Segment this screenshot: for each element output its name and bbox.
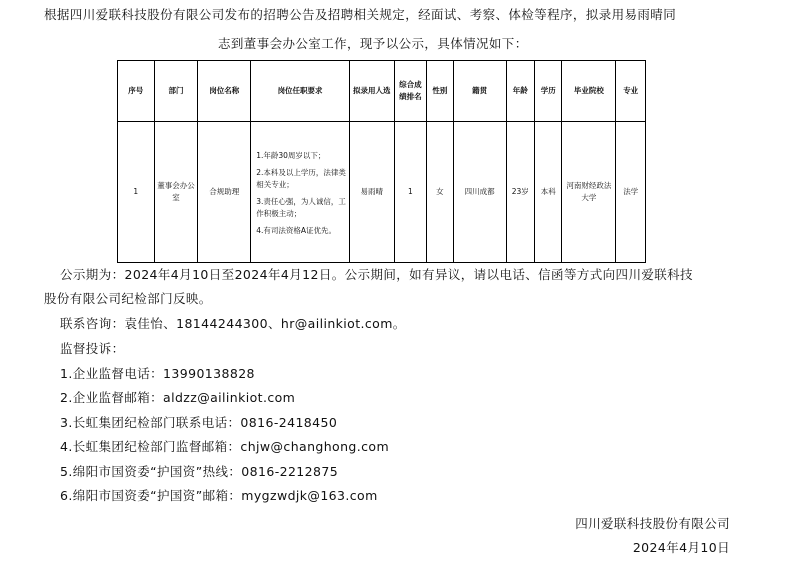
duty-item: 3.责任心强，为人诚信，工作积极主动； (256, 197, 346, 218)
supervision-item: 5.绵阳市国资委“护国资”热线：0816-2212875 (60, 464, 339, 479)
intro-line-1: 根据四川爱联科技股份有限公司发布的招聘公告及招聘相关规定，经面试、考察、体检等程序，拟录用易雨晴同 (44, 7, 677, 22)
header-candidate: 拟录用人选 (349, 61, 394, 122)
supervision-item: 1.企业监督电话：13990138828 (60, 366, 255, 381)
header-rank: 综合成绩排名 (394, 61, 427, 122)
signature-company: 四川爱联科技股份有限公司 (575, 516, 730, 531)
cell-education: 本科 (535, 122, 562, 263)
supervision-item: 6.绵阳市国资委“护国资”邮箱：mygzwdjk@163.com (60, 488, 378, 503)
cell-index: 1 (118, 122, 155, 263)
cell-position: 合规助理 (198, 122, 251, 263)
recruitment-table (117, 60, 646, 263)
signature-date: 2024年4月10日 (632, 540, 730, 555)
cell-origin: 四川成都 (453, 122, 506, 263)
header-school: 毕业院校 (562, 61, 616, 122)
cell-major: 法学 (616, 122, 646, 263)
header-gender: 性别 (427, 61, 453, 122)
table-header-row (118, 61, 646, 122)
cell-candidate: 易雨晴 (349, 122, 394, 263)
cell-gender: 女 (427, 122, 453, 263)
duty-item: 1.年龄30周岁以下； (256, 150, 326, 160)
supervision-item: 3.长虹集团纪检部门联系电话：0816-2418450 (60, 415, 338, 430)
header-age: 年龄 (506, 61, 534, 122)
intro-line-2: 志到董事会办公室工作，现予以公示，具体情况如下： (218, 36, 528, 51)
supervision-item: 2.企业监督邮箱：aldzz@ailinkiot.com (60, 390, 296, 405)
header-position: 岗位名称 (198, 61, 251, 122)
header-origin: 籍贯 (453, 61, 506, 122)
contact-line: 联系咨询：袁佳怡、18144244300、hr@ailinkiot.com。 (60, 316, 406, 331)
header-index: 序号 (118, 61, 155, 122)
header-department: 部门 (154, 61, 198, 122)
table-row (118, 122, 646, 263)
supervision-item: 4.长虹集团纪检部门监督邮箱：chjw@changhong.com (60, 439, 390, 454)
notice-period-line-1: 公示期为：2024年4月10日至2024年4月12日。公示期间，如有异议，请以电话、信函等方式向四川爱联科技 (60, 267, 693, 282)
cell-rank: 1 (394, 122, 427, 263)
supervision-title: 监督投诉： (60, 341, 125, 356)
header-major: 专业 (616, 61, 646, 122)
notice-period-line-2: 股份有限公司纪检部门反映。 (44, 291, 212, 306)
cell-duties (251, 122, 350, 263)
duty-item: 4.有司法资格A证优先。 (256, 226, 337, 235)
header-education: 学历 (535, 61, 562, 122)
duty-item: 2.本科及以上学历，法律类相关专业； (256, 168, 346, 189)
header-duties: 岗位任职要求 (251, 61, 350, 122)
cell-school: 河南财经政法大学 (562, 122, 616, 263)
cell-age: 23岁 (506, 122, 534, 263)
cell-department: 董事会办公室 (154, 122, 198, 263)
